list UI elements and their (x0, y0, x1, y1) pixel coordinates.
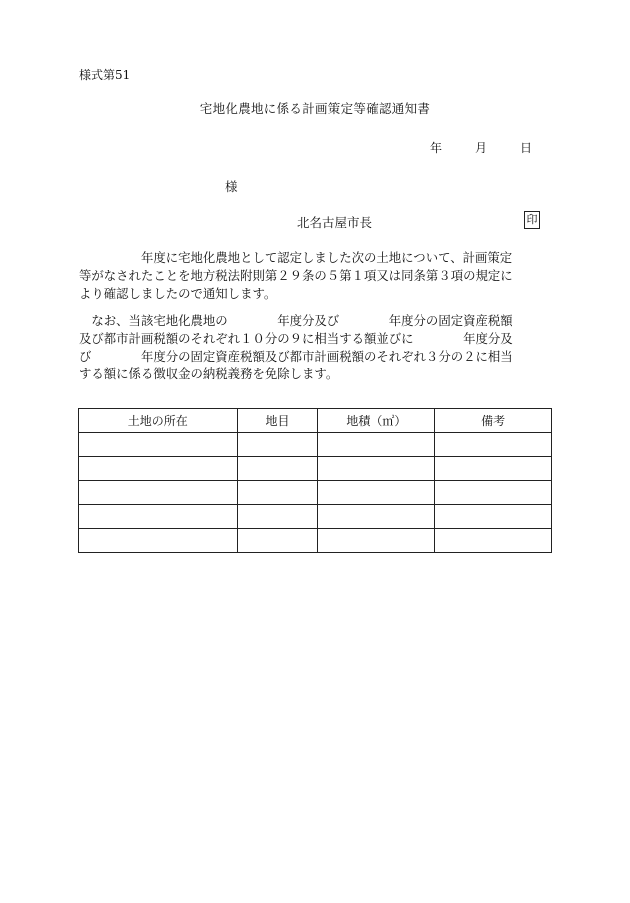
header-remarks: 備考 (435, 409, 552, 433)
paragraph-line: 等がなされたことを地方税法附則第２９条の５第１項又は同条第３項の規定に (79, 267, 513, 283)
cell-land-category (237, 505, 318, 529)
document-title: 宅地化農地に係る計画策定等確認通知書 (199, 101, 431, 116)
cell-remarks (435, 481, 552, 505)
date-year-label: 年 (430, 141, 443, 155)
form-number: 様式第51 (79, 68, 131, 82)
paragraph-line: より確認しましたので通知します。 (79, 285, 277, 301)
issue-date (430, 139, 532, 156)
cell-location (79, 481, 238, 505)
cell-area (318, 505, 435, 529)
issuer-name: 北名古屋市長 (297, 215, 373, 230)
cell-location (79, 433, 238, 457)
table-row (79, 481, 552, 505)
cell-remarks (435, 433, 552, 457)
cell-remarks (435, 505, 552, 529)
paragraph-line: なお、当該宅地化農地の 年度分及び 年度分の固定資産税額 (79, 313, 513, 328)
table-row (79, 505, 552, 529)
table-row (79, 457, 552, 481)
table-row (79, 529, 552, 553)
land-table (78, 408, 552, 553)
cell-location (79, 529, 238, 553)
paragraph-line: 年度に宅地化農地として認定しました次の土地について、計画策定 (79, 250, 513, 265)
cell-land-category (237, 481, 318, 505)
cell-land-category (237, 433, 318, 457)
paragraph-line: び 年度分の固定資産税額及び都市計画税額のそれぞれ３分の２に相当 (79, 348, 513, 364)
header-location: 土地の所在 (79, 409, 238, 433)
header-area: 地積（㎡） (318, 409, 435, 433)
paragraph-confirmation (79, 249, 553, 302)
table-header-row (79, 409, 552, 433)
cell-remarks (435, 457, 552, 481)
date-month-label: 月 (475, 141, 488, 155)
seal-stamp: 印 (524, 211, 540, 229)
cell-land-category (237, 457, 318, 481)
cell-location (79, 505, 238, 529)
cell-land-category (237, 529, 318, 553)
paragraph-line: 及び都市計画税額のそれぞれ１０分の９に相当する額並びに 年度分及 (79, 330, 513, 346)
cell-area (318, 529, 435, 553)
cell-location (79, 457, 238, 481)
cell-area (318, 457, 435, 481)
cell-remarks (435, 529, 552, 553)
paragraph-exemption (79, 312, 553, 383)
cell-area (318, 433, 435, 457)
header-land-category: 地目 (237, 409, 318, 433)
table-row (79, 433, 552, 457)
addressee-suffix: 様 (225, 179, 238, 194)
cell-area (318, 481, 435, 505)
date-day-label: 日 (520, 141, 533, 155)
paragraph-line: する額に係る徴収金の納税義務を免除します。 (79, 366, 339, 382)
